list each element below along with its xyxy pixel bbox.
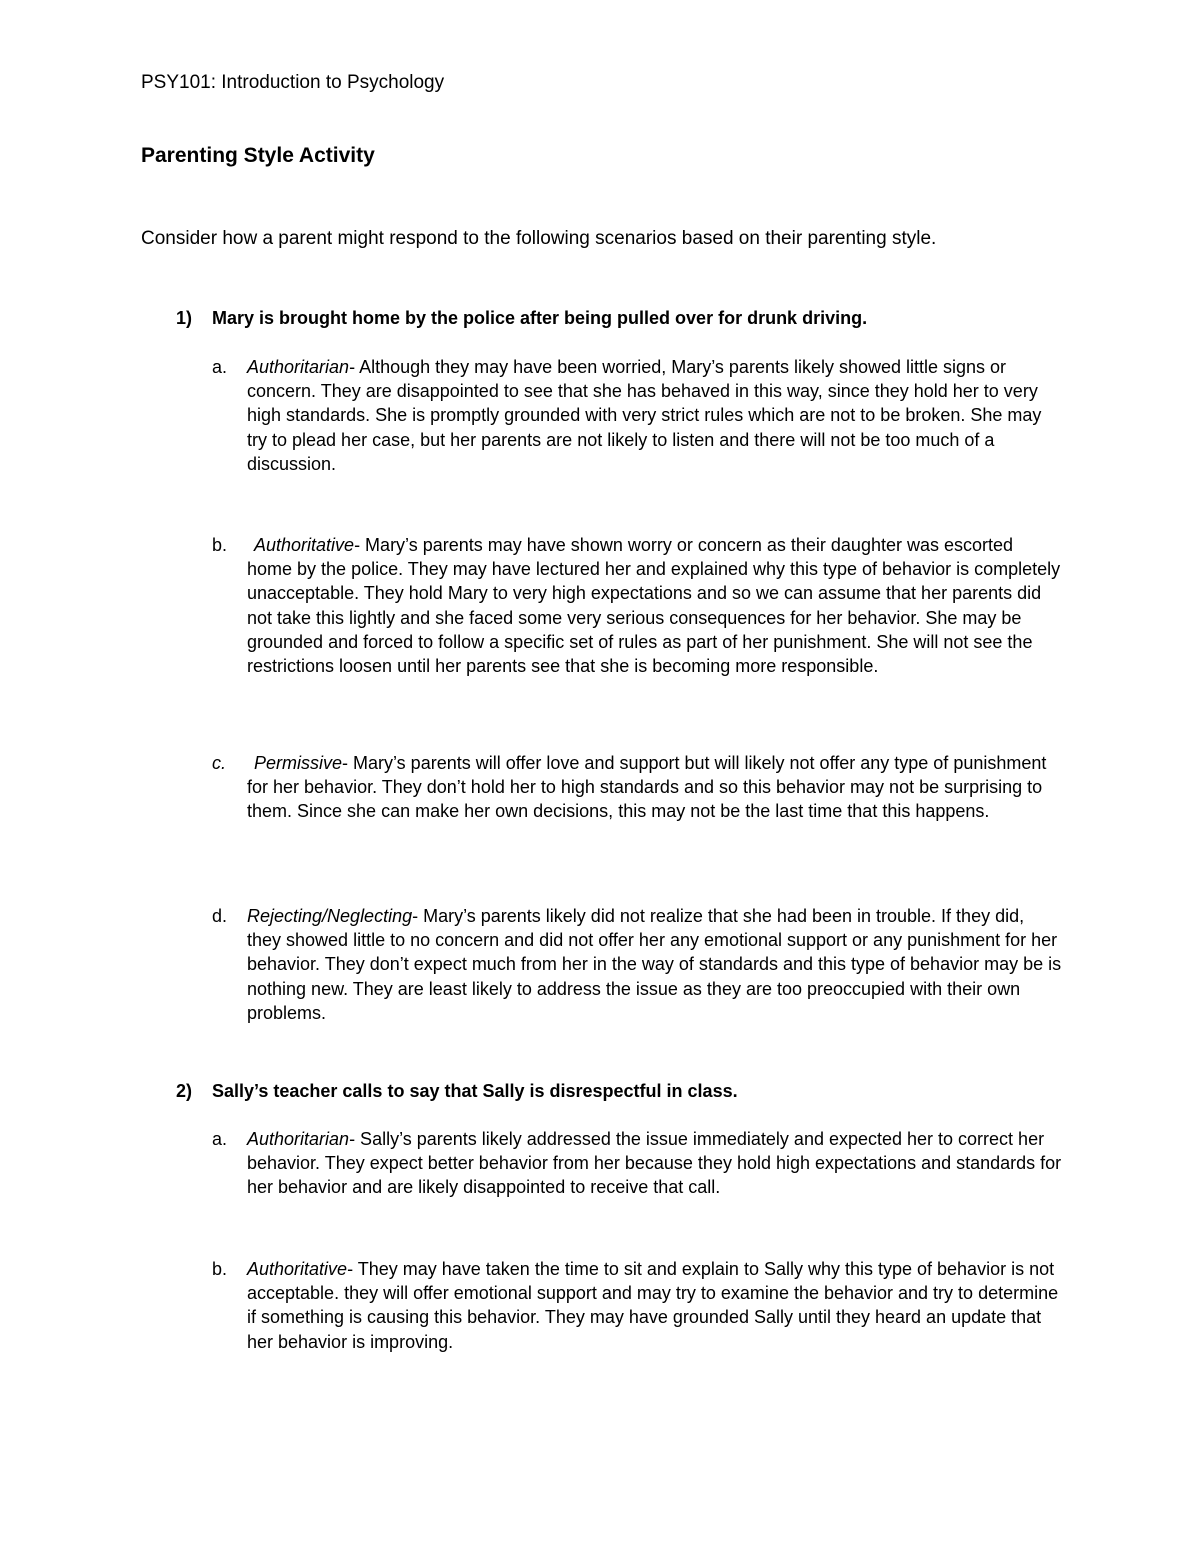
answer-body: - Mary’s parents will offer love and support but will likely not offer any type of punishment for her behavior. They don’t hold her to high standards and so this behavior may not be surprising to them. Since she can make her own decisions, this may not be the last time that this happens.: [247, 753, 1047, 822]
answer-body: - Although they may have been worried, Mary’s parents likely showed little signs or concern. They are disappointed to see that she has behaved in this way, since they hold her to very high standards. She is promptly grounded with very strict rules which are not to be broken. She may try to plead her case, but her parents are not likely to listen and there will not be too much of a discussion.: [247, 357, 1042, 474]
answer-letter: b.: [212, 1259, 228, 1279]
answer-letter: d.: [212, 906, 228, 926]
answer-letter: c.: [212, 753, 227, 773]
page-title: Parenting Style Activity: [141, 144, 375, 167]
question-text: Sally’s teacher calls to say that Sally is disrespectful in class.: [212, 1081, 738, 1101]
answer-letter: a.: [212, 1129, 228, 1149]
course-header: PSY101: Introduction to Psychology: [141, 72, 445, 93]
answer-text: [247, 533, 1062, 678]
answer-body: - They may have taken the time to sit and explain to Sally why this type of behavior is not acceptable. they will offer emotional support and may try to examine the behavior and try to determine if something is causing this behavior. They may have grounded Sally until they heard an update that her behavior is improving.: [247, 1259, 1059, 1352]
answer-body: - Mary’s parents likely did not realize that she had been in trouble. If they did, they showed little to no concern and did not offer her any emotional support or any punishment for her behavior. They don’t expect much from her in the way of standards and this type of behavior may be is nothing new. They are least likely to address the issue as they are too preoccupied with their own problems.: [247, 906, 1062, 1023]
intro-text: Consider how a parent might respond to the following scenarios based on their parenting style.: [141, 228, 937, 249]
parenting-style-label: Authoritative: [247, 1259, 348, 1279]
answer-body: - Mary’s parents may have shown worry or concern as their daughter was escorted home by the police. They may have lectured her and explained why this type of behavior is completely unacceptable. They hold Mary to very high expectations and so we can assume that her parents did not take this lightly and she faced some very serious consequences for her behavior. She may be grounded and forced to follow a specific set of rules as part of her punishment. She will not see the restrictions loosen until her parents see that she is becoming more responsible.: [247, 535, 1061, 677]
question-number: 1): [176, 308, 193, 328]
question-number: 2): [176, 1081, 193, 1101]
answer-text: [247, 904, 1062, 1025]
answer-text: [247, 1127, 1062, 1200]
answer-letter: a.: [212, 357, 228, 377]
parenting-style-label: Rejecting/Neglecting: [247, 906, 413, 926]
answer-letter: b.: [212, 535, 228, 555]
parenting-style-label: Authoritarian: [247, 357, 350, 377]
answer-text: [247, 751, 1062, 824]
parenting-style-label: Authoritarian: [247, 1129, 350, 1149]
answer-text: [247, 355, 1062, 476]
answer-body: - Sally’s parents likely addressed the issue immediately and expected her to correct her behavior. They expect better behavior from her because they hold high expectations and standards for her behavior and are likely disappointed to receive that call.: [247, 1129, 1062, 1198]
parenting-style-label: Authoritative: [254, 535, 355, 555]
answer-text: [247, 1257, 1062, 1354]
parenting-style-label: Permissive: [254, 753, 343, 773]
question-text: Mary is brought home by the police after being pulled over for drunk driving.: [212, 308, 868, 328]
